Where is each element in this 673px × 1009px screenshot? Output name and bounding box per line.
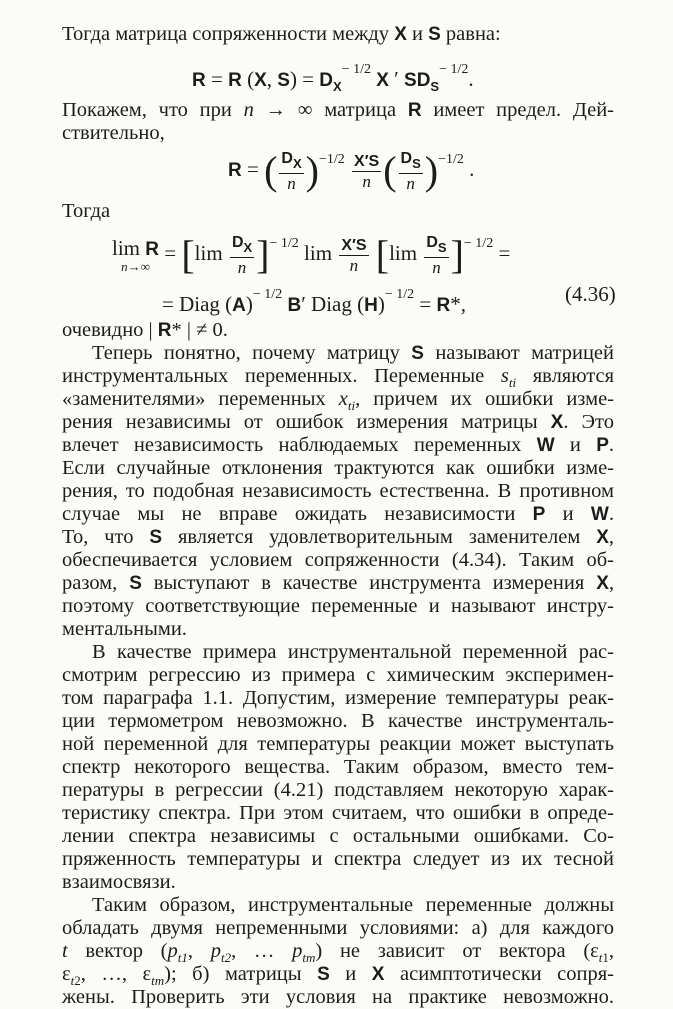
text-line: смотрим регрессию из примера с химическим эксперимен- bbox=[62, 664, 614, 686]
text-line: спектр некоторого вещества. Таким образом, вместо тем- bbox=[62, 756, 614, 778]
text-line: взаимосвязи. bbox=[62, 871, 176, 893]
text-line: Если случайные отклонения трактуются как ошибки изме- bbox=[62, 457, 614, 479]
text-line: рения независимы от ошибок измерения матрицы X. Это bbox=[62, 411, 614, 433]
text-line: том параграфа 1.1. Допустим, измерение температуры реак- bbox=[62, 687, 614, 709]
text-line: Теперь понятно, почему матрицу S называют матрицей bbox=[92, 342, 615, 364]
text-line: t вектор ($p_{t1}$, $p_{t2}$, … $p_{tm}$) не зависит от вектора ($\varepsilon_{t1}$, bbox=[62, 940, 615, 965]
formula-correlation-matrix: R = R (X, $S) = D_X^{- 1/2}$ X ′ $SD_S^{- 1/2}$. bbox=[192, 62, 474, 94]
text-line: разом, S выступают в качестве инструмента измерения X, bbox=[62, 572, 614, 594]
text-line: случае мы не вправе ожидать независимости P и W. bbox=[62, 503, 614, 525]
text-line: $\varepsilon_{t2}$, …, $\varepsilon_{tm}$); б) матрицы S и X асимптотически сопря- bbox=[62, 963, 614, 988]
equation-number: (4.36) bbox=[565, 282, 616, 306]
formula-limit: lim R n→∞ = [lim $\frac{D_X}{n}$ ]$^{- 1/2}$ lim $\frac{X'S}{n}$ [lim $\frac{D_S}{n}$ ]$^{- 1/2}$ = bbox=[112, 232, 511, 278]
text-line: ной переменной для температуры реакции может выступать bbox=[62, 733, 614, 755]
intro-line: Тогда матрица сопряженности между X и S равна: bbox=[62, 23, 501, 45]
togda-line: Тогда bbox=[62, 200, 111, 222]
text-line: влечет независимость наблюдаемых переменных W и P. bbox=[62, 434, 614, 456]
text-line: жены. Проверить эти условия на практике невозможно. bbox=[62, 986, 614, 1008]
text-line: ции термометром невозможно. В качестве инструменталь- bbox=[62, 710, 614, 732]
formula-r-expansion: R = ( $\frac{D_X}{n}$ )$^{-1/2}$ $\frac{X'S}{n}$ ( $\frac{D_S}{n}$ )$^{-1/2}$ . bbox=[228, 148, 475, 194]
text-line: ментальными. bbox=[62, 618, 187, 640]
text-line: Покажем, что при n → ∞ матрица R имеет предел. Дей- bbox=[62, 99, 614, 121]
text-line: пряженность температуры и спектра следует из их тесной bbox=[62, 848, 614, 870]
text-line: инструментальных переменных. Переменные $s_{ti}$ являются bbox=[62, 365, 615, 390]
text-line: В качестве примера инструментальной переменной рас- bbox=[92, 641, 614, 663]
text-line: «заменителями» переменных $x_{ti}$, причем их ошибки изме- bbox=[62, 388, 614, 413]
text-line: ствительно, bbox=[62, 122, 165, 144]
obviously-line: очевидно | R* | ≠ 0. bbox=[62, 319, 228, 341]
text-line: пературы в регрессии (4.21) подставляем некоторую харак- bbox=[62, 779, 614, 801]
text-line: То, что S является удовлетворительным заменителем X, bbox=[62, 526, 614, 548]
text-line: обеспечивается условием сопряженности (4.34). Таким об- bbox=[62, 549, 614, 571]
text-line: лении спектра независимы с остальными ошибками. Со- bbox=[62, 825, 614, 847]
text-line: Таким образом, инструментальные переменные должны bbox=[92, 894, 614, 916]
text-line: рения, то подобная независимость естественна. В противном bbox=[62, 480, 614, 502]
text-line: поэтому соответствующие переменные и называют инстру- bbox=[62, 595, 614, 617]
formula-limit-result: = Diag $(A)^{- 1/2}$ B′ Diag $(H)^{- 1/2} = R*$, bbox=[162, 287, 466, 316]
text-line: теристику спектра. При этом считаем, что ошибки в опреде- bbox=[62, 802, 614, 824]
text-line: обладать двумя непременными условиями: а) для каждого bbox=[62, 917, 614, 939]
